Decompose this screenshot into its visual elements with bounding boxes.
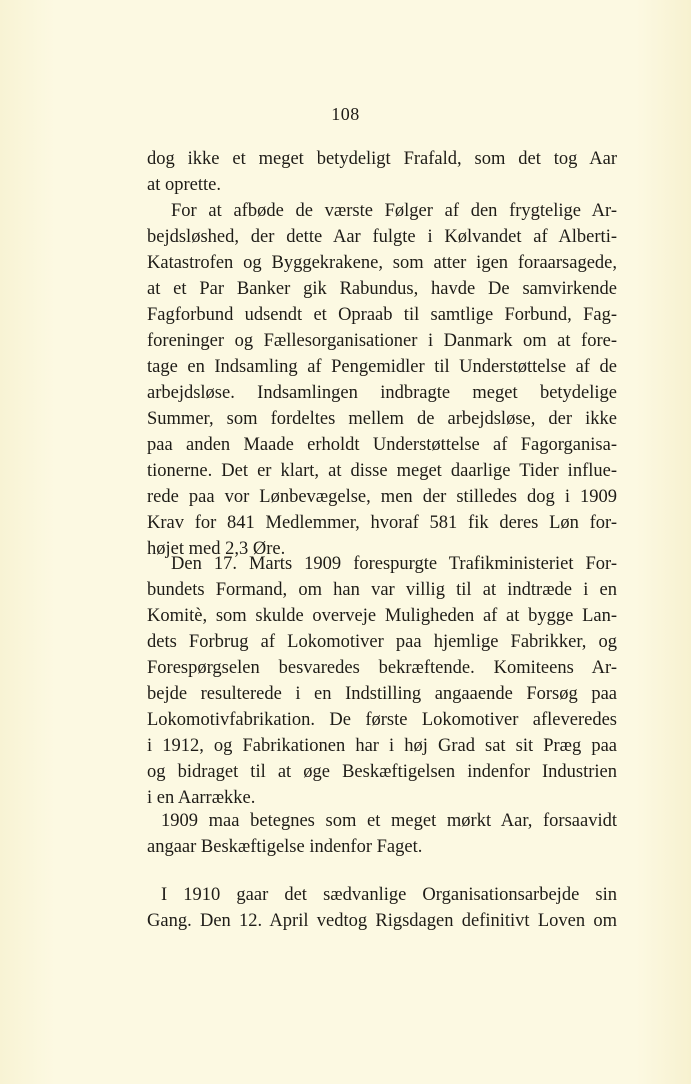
- text-line: arbejdsløse. Indsamlingen indbragte meget betydelige: [147, 383, 617, 403]
- paragraph-1: [147, 146, 617, 198]
- text-line: Katastrofen og Byggekrakene, som atter igen foraarsagede,: [147, 253, 617, 273]
- text-line: Komitè, som skulde overveje Muligheden af at bygge Lan-: [147, 606, 617, 626]
- text-line: dog ikke et meget betydeligt Frafald, som det tog Aar: [147, 149, 617, 169]
- text-line: For at afbøde de værste Følger af den frygtelige Ar-: [171, 201, 617, 221]
- text-line: at oprette.: [147, 175, 221, 195]
- text-line: dets Forbrug af Lokomotiver paa hjemlige Fabrikker, og: [147, 632, 617, 652]
- text-line: I 1910 gaar det sædvanlige Organisationsarbejde sin: [161, 885, 617, 905]
- text-line: Lokomotivfabrikation. De første Lokomotiver afleveredes: [147, 710, 617, 730]
- text-line: Fagforbund udsendt et Opraab til samtlige Forbund, Fag-: [147, 305, 617, 325]
- text-line: i en Aarrække.: [147, 788, 256, 808]
- text-line: paa anden Maade erholdt Understøttelse af Fagorganisa-: [147, 435, 617, 455]
- text-line: bejde resulterede i en Indstilling angaaende Forsøg paa: [147, 684, 617, 704]
- paragraph-3: [147, 551, 617, 811]
- text-line: i 1912, og Fabrikationen har i høj Grad sat sit Præg paa: [147, 736, 617, 756]
- text-line: højet med 2,3 Øre.: [147, 539, 286, 559]
- text-line: Summer, som fordeltes mellem de arbejdsløse, der ikke: [147, 409, 617, 429]
- text-line: Den 17. Marts 1909 forespurgte Trafikministeriet For-: [171, 554, 617, 574]
- text-line: rede paa vor Lønbevægelse, men der stilledes dog i 1909: [147, 487, 617, 507]
- text-line: at et Par Banker gik Rabundus, havde De samvirkende: [147, 279, 617, 299]
- text-line: Forespørgselen besvaredes bekræftende. Komiteens Ar-: [147, 658, 617, 678]
- text-line: Gang. Den 12. April vedtog Rigsdagen definitivt Loven om: [147, 911, 617, 931]
- paragraph-5: [147, 882, 617, 934]
- paragraph-4: [147, 808, 617, 860]
- text-line: bejdsløshed, der dette Aar fulgte i Kølvandet af Alberti-: [147, 227, 617, 247]
- text-line: foreninger og Fællesorganisationer i Danmark om at fore-: [147, 331, 617, 351]
- text-line: angaar Beskæftigelse indenfor Faget.: [147, 837, 423, 857]
- paragraph-2: [147, 198, 617, 562]
- text-line: Krav for 841 Medlemmer, hvoraf 581 fik deres Løn for-: [147, 513, 617, 533]
- text-line: tage en Indsamling af Pengemidler til Understøttelse af de: [147, 357, 617, 377]
- text-line: bundets Formand, om han var villig til at indtræde i en: [147, 580, 617, 600]
- page-number: 108: [331, 104, 360, 124]
- text-line: 1909 maa betegnes som et meget mørkt Aar, forsaavidt: [161, 811, 617, 831]
- text-line: tionerne. Det er klart, at disse meget daarlige Tider influe-: [147, 461, 617, 481]
- text-line: og bidraget til at øge Beskæftigelsen indenfor Industrien: [147, 762, 617, 782]
